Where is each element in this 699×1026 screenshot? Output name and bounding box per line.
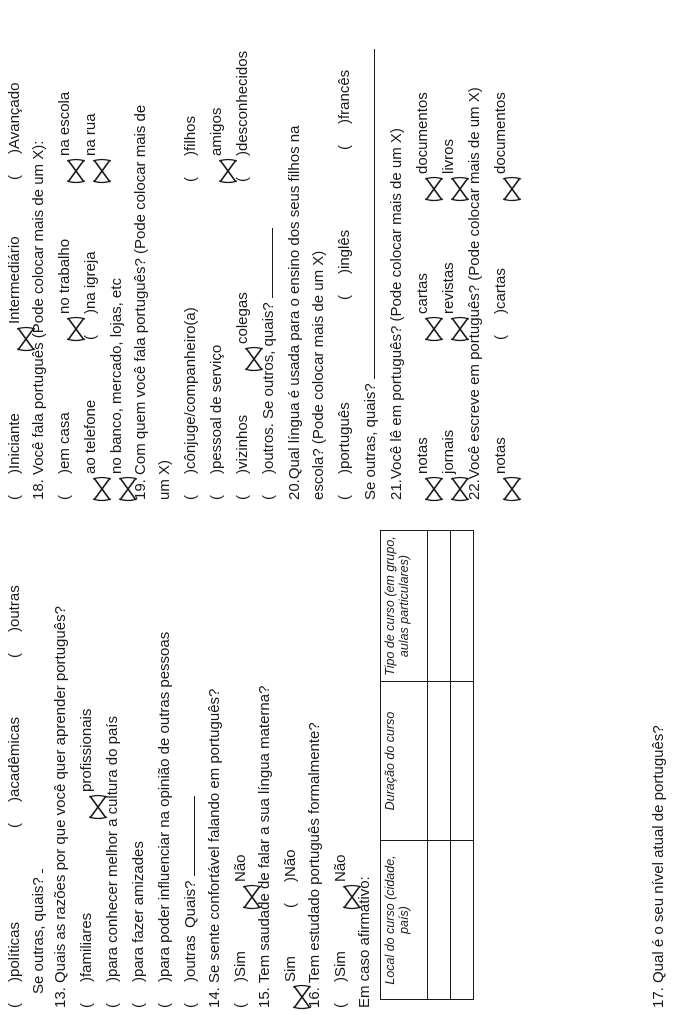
q15-answers: Sim ()Não xyxy=(282,956,299,1008)
q21-row-1: notas cartas documentos xyxy=(414,437,431,500)
checkbox-empty[interactable]: ( xyxy=(182,177,199,182)
q13-row-amizades: ()para fazer amizades xyxy=(130,841,147,1008)
checkbox-empty[interactable]: ( xyxy=(282,903,299,908)
header-tipo: Tipo de curso (em grupo, aulas particulares) xyxy=(381,531,428,682)
q21-question: 21.Você lê em português? (Pode colocar mais de um X) xyxy=(388,128,405,500)
checkbox-empty[interactable]: ( xyxy=(234,495,251,500)
q19-question-line2: um X) xyxy=(156,459,173,500)
checkbox-empty[interactable]: ( xyxy=(56,495,73,500)
checkbox-empty[interactable]: ( xyxy=(130,1003,147,1008)
q18-row-2: ao telefone ()na igreja na rua xyxy=(82,400,99,500)
checkbox-empty[interactable]: ( xyxy=(6,653,23,658)
checkbox-empty[interactable]: ( xyxy=(6,495,23,500)
q13-row-influenciar: ()para poder influenciar na opinião de outras pessoas xyxy=(156,631,173,1008)
header-local: Local do curso (cidade, país) xyxy=(381,841,428,1000)
checkbox-empty[interactable]: ( xyxy=(336,295,353,300)
questionnaire-page: ()políticas ()acadêmicas ()outras Se outras, quais? 13. Quais as razões por que você quer aprender português? ()familiares profissionais ()para conhecer melhor a cultura do país ()para fazer amizades ()para poder influenciar na opinião de outras pessoas ()outras Quais? 14. Se sente confortável falando em português? ()Sim Não 15. Tem saudade de falar a sua língua materna? Sim ()Não 16. Tem estudado português formalmente? ()Sim Não Em caso afirmativo: Local do curso (cidade, país) Duração do curso Tipo de curso (em grupo, aulas particulares) 17. Qual é o seu nível atual de português? ()Iniciante Intermediário ()Avançado 18. Você fala português (Pode colocar mais de um X): ()em casa no trabalho na escola ao telefone ()na igreja na rua no banco, mercado, lojas, etc 19. Com quem você fala português? (Pode colocar mais de um X) ()cônjuge/companheiro(a) ()filhos ()pessoal de serviço amigos ()vizinhos colegas ()desconhecidos ()outros. Se outros, quais? 20.Qual língua é usada para o ensino dos seus filhos na escola? (Pode colocar mais de um X) ()português ()inglês ()francês Se outras, quais? 21.Você lê em português? (Pode colocar mais de um X) notas cartas documentos jornais revistas livros 22.Você escreve em português? (Pode colocar mais de um X) notas ()cartas documentos xyxy=(6,50,667,1008)
checkbox-empty[interactable]: ( xyxy=(182,1003,199,1008)
checkbox-empty[interactable]: ( xyxy=(6,175,23,180)
course-table-header xyxy=(381,531,428,1000)
checkbox-empty[interactable]: ( xyxy=(182,495,199,500)
q19-outros-blank[interactable] xyxy=(272,228,273,298)
checkbox-empty[interactable]: ( xyxy=(82,335,99,340)
q19-row-1: ()cônjuge/companheiro(a) ()filhos xyxy=(182,115,199,500)
q13-row-familiares: ()familiares profissionais xyxy=(78,913,95,1008)
q13-row-cultura: ()para conhecer melhor a cultura do país xyxy=(104,716,121,1008)
table-row xyxy=(451,531,474,1000)
q20-options: ()português ()inglês ()francês xyxy=(336,69,353,500)
q18-row-1: ()em casa no trabalho na escola xyxy=(56,412,73,500)
q13-quais-blank[interactable] xyxy=(194,796,195,876)
checkbox-empty[interactable]: ( xyxy=(234,177,251,182)
q15-question: 15. Tem saudade de falar a sua língua materna? xyxy=(256,685,273,1008)
q18-question: 18. Você fala português (Pode colocar mais de um X): xyxy=(30,140,47,500)
checkbox-empty[interactable]: ( xyxy=(232,1003,249,1008)
q19-row-2: ()pessoal de serviço amigos xyxy=(208,345,225,500)
checkbox-empty[interactable]: ( xyxy=(332,1003,349,1008)
checkbox-empty[interactable]: ( xyxy=(156,1003,173,1008)
checkbox-empty[interactable]: ( xyxy=(260,495,277,500)
q16-question: 16. Tem estudado português formalmente? xyxy=(306,722,323,1008)
q19-question-line1: 19. Com quem você fala português? (Pode colocar mais de xyxy=(132,104,149,500)
checkbox-empty[interactable]: ( xyxy=(208,495,225,500)
checkbox-empty[interactable]: ( xyxy=(78,1003,95,1008)
checkbox-empty[interactable]: ( xyxy=(104,1003,121,1008)
course-table xyxy=(380,530,474,1000)
q21-row-2: jornais revistas livros xyxy=(440,430,457,500)
q20-others-line: Se outras, quais? xyxy=(362,49,379,500)
q16-answers: ()Sim Não xyxy=(332,951,349,1008)
q22-row-1: notas ()cartas documentos xyxy=(492,437,509,500)
q20-question-line2: escola? (Pode colocar mais de um X) xyxy=(310,250,327,500)
checkbox-empty[interactable]: ( xyxy=(336,145,353,150)
checkbox-empty[interactable]: ( xyxy=(6,1003,23,1008)
q20-others-blank[interactable] xyxy=(374,49,375,379)
q17-question: 17. Qual é o seu nível atual de português? xyxy=(650,725,667,1008)
q12-others-line: Se outras, quais? xyxy=(30,869,47,994)
checkbox-empty[interactable]: ( xyxy=(336,495,353,500)
q20-question-line1: 20.Qual língua é usada para o ensino dos seus filhos na xyxy=(286,125,303,500)
q13-question: 13. Quais as razões por que você quer aprender português? xyxy=(52,606,69,1008)
header-duracao: Duração do curso xyxy=(381,682,428,841)
checkbox-empty[interactable]: ( xyxy=(6,823,23,828)
q12-others-blank[interactable] xyxy=(42,869,43,873)
table-row xyxy=(428,531,451,1000)
q16-affirmative-label: Em caso afirmativo: xyxy=(356,876,373,1008)
q13-row-outras: ()outras Quais? xyxy=(182,935,199,1008)
q19-row-3: ()vizinhos colegas ()desconhecidos xyxy=(234,415,251,500)
checkbox-empty[interactable]: ( xyxy=(492,335,509,340)
q19-row-4: ()outros. Se outros, quais? xyxy=(260,228,277,500)
q17-levels-row: ()Iniciante Intermediário ()Avançado xyxy=(6,413,23,500)
q14-answers: ()Sim Não xyxy=(232,951,249,1008)
q14-question: 14. Se sente confortável falando em português? xyxy=(206,688,223,1008)
q22-question: 22.Você escreve em português? (Pode colocar mais de um X) xyxy=(466,87,483,500)
q18-row-3: no banco, mercado, lojas, etc xyxy=(108,278,125,500)
